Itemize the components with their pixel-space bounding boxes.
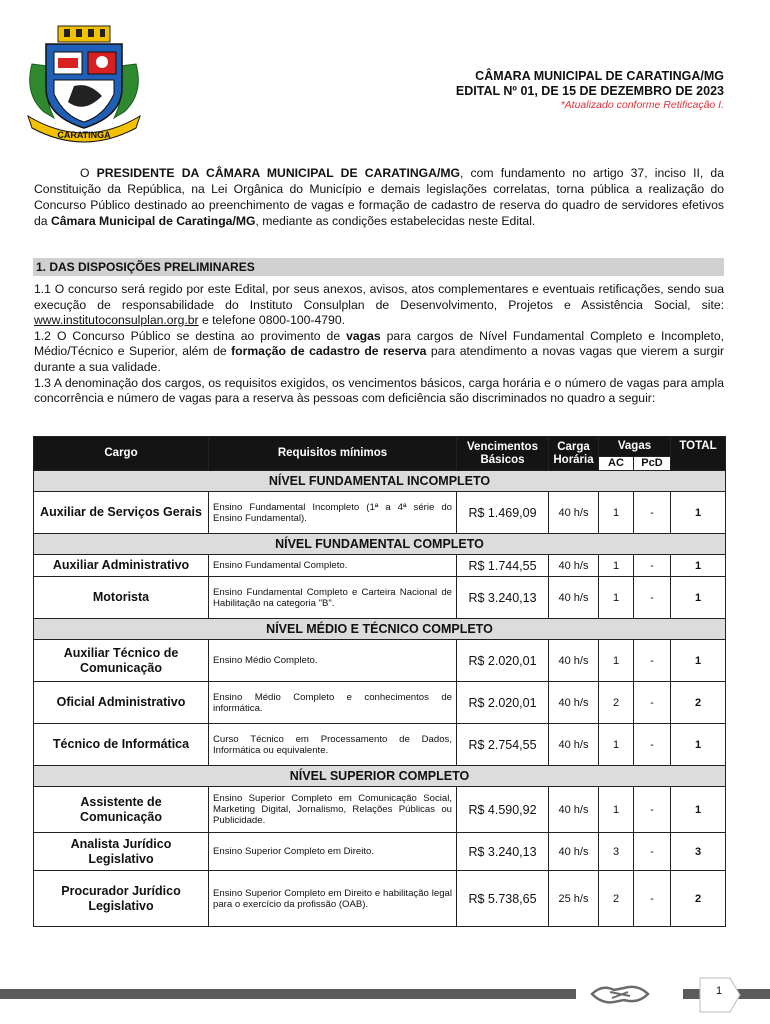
- cargo-cell: Técnico de Informática: [34, 724, 209, 766]
- level-header-row: [34, 534, 726, 555]
- clause-1-1-phone: e telefone 0800-100-4790.: [198, 313, 345, 328]
- vagas-pcd-cell: -: [634, 871, 671, 927]
- vagas-pcd-cell: -: [634, 492, 671, 534]
- col-header-cargo: Cargo: [34, 437, 209, 471]
- table-row: [34, 577, 726, 619]
- requisitos-cell: Ensino Superior Completo em Comunicação Social, Marketing Digital, Jornalismo, Relações Públicas ou Publicidade.: [209, 787, 457, 833]
- vagas-pcd-cell: -: [634, 577, 671, 619]
- intro-text-1: O: [80, 166, 97, 180]
- level-name: NÍVEL FUNDAMENTAL COMPLETO: [34, 534, 726, 555]
- total-cell: 2: [671, 682, 726, 724]
- cargo-cell: Auxiliar Técnico de Comunicação: [34, 640, 209, 682]
- carga-horaria-cell: 40 h/s: [549, 640, 599, 682]
- carga-horaria-cell: 40 h/s: [549, 555, 599, 577]
- intro-bold-2: Câmara Municipal de Caratinga/MG: [50, 214, 256, 228]
- intro-paragraph: [34, 165, 724, 229]
- col-header-carga: Carga Horária: [549, 437, 599, 471]
- requisitos-cell: Ensino Superior Completo em Direito e habilitação legal para o exercício da profissão (OAB).: [209, 871, 457, 927]
- requisitos-cell: Curso Técnico em Processamento de Dados, Informática ou equivalente.: [209, 724, 457, 766]
- table-row: [34, 787, 726, 833]
- cargo-cell: Auxiliar de Serviços Gerais: [34, 492, 209, 534]
- table-row: [34, 640, 726, 682]
- requisitos-cell: Ensino Superior Completo em Direito.: [209, 833, 457, 871]
- section-heading: 1. DAS DISPOSIÇÕES PRELIMINARES: [33, 258, 724, 276]
- col-header-requisitos: Requisitos mínimos: [209, 437, 457, 471]
- intro-text-3: , mediante as condições estabelecidas neste Edital.: [255, 214, 536, 228]
- vagas-pcd-cell: -: [634, 555, 671, 577]
- update-note: *Atualizado conforme Retificação I.: [560, 99, 724, 111]
- carga-horaria-cell: 40 h/s: [549, 492, 599, 534]
- vencimento-cell: R$ 3.240,13: [457, 833, 549, 871]
- table-row: [34, 833, 726, 871]
- table-row: [34, 682, 726, 724]
- level-header-row: [34, 619, 726, 640]
- vagas-ac-cell: 1: [599, 492, 634, 534]
- carga-horaria-cell: 40 h/s: [549, 787, 599, 833]
- footer-bar-left: [0, 989, 576, 999]
- carga-horaria-cell: 40 h/s: [549, 682, 599, 724]
- requisitos-cell: Ensino Fundamental Incompleto (1ª a 4ª série do Ensino Fundamental).: [209, 492, 457, 534]
- vencimento-cell: R$ 4.590,92: [457, 787, 549, 833]
- level-name: NÍVEL SUPERIOR COMPLETO: [34, 766, 726, 787]
- vagas-pcd-cell: -: [634, 724, 671, 766]
- cargo-cell: Analista Jurídico Legislativo: [34, 833, 209, 871]
- total-cell: 2: [671, 871, 726, 927]
- vencimento-cell: R$ 2.754,55: [457, 724, 549, 766]
- clause-1-2-text-a: 1.2 O Concurso Público se destina ao provimento de: [34, 328, 347, 343]
- clause-1-1-text: 1.1 O concurso será regido por este Edital, por seus anexos, avisos, atos complementares e eventuais retificações, sendo sua execução de responsabilidade do Instituto Consulplan de Desenvolvimento, Projetos e Assistência Social, site:: [34, 282, 724, 312]
- vencimento-cell: R$ 1.469,09: [457, 492, 549, 534]
- vagas-ac-cell: 2: [599, 682, 634, 724]
- vencimento-cell: R$ 5.738,65: [457, 871, 549, 927]
- carga-horaria-cell: 40 h/s: [549, 577, 599, 619]
- table-row: [34, 555, 726, 577]
- cargo-cell: Motorista: [34, 577, 209, 619]
- col-header-vencimentos: Vencimentos Básicos: [457, 437, 549, 471]
- vagas-ac-cell: 1: [599, 577, 634, 619]
- clause-1-2-text-c: para atendimento a novas vagas que vierem a surgir durante a sua validade.: [34, 344, 725, 374]
- vencimento-cell: R$ 1.744,55: [457, 555, 549, 577]
- carga-horaria-cell: 40 h/s: [549, 724, 599, 766]
- clause-1-2-bold-2: formação de cadastro de reserva: [231, 344, 427, 359]
- clause-1-2-bold-1: vagas: [346, 328, 381, 343]
- vagas-ac-cell: 1: [599, 640, 634, 682]
- consulplan-link[interactable]: www.institutoconsulplan.org.br: [34, 313, 199, 328]
- clause-1-3: 1.3 A denominação dos cargos, os requisitos exigidos, os vencimentos básicos, carga horária e o número de vagas para ampla concorrência e número de vagas para a reserva às pessoas com deficiência são discriminados no quadro a seguir:: [34, 375, 724, 406]
- cargo-cell: Procurador Jurídico Legislativo: [34, 871, 209, 927]
- table-row: [34, 871, 726, 927]
- vagas-ac-cell: 1: [599, 787, 634, 833]
- intro-text-2: , com fundamento no artigo 37, inciso II, da Constituição da República, na Lei Orgânica do Município e demais legislações correlatas, torna pública a realização do Concurso Público destinado ao preenchimento de vagas e formação de cadastro de reserva do quadro de servidores efetivos da: [34, 166, 724, 228]
- vagas-pcd-cell: -: [634, 787, 671, 833]
- requisitos-cell: Ensino Fundamental Completo e Carteira Nacional de Habilitação na categoria "B".: [209, 577, 457, 619]
- clause-1-1: [34, 282, 724, 329]
- col-header-vagas: Vagas: [599, 437, 671, 457]
- vagas-ac-cell: 3: [599, 833, 634, 871]
- cargos-table: [33, 436, 726, 927]
- level-name: NÍVEL MÉDIO E TÉCNICO COMPLETO: [34, 619, 726, 640]
- requisitos-cell: Ensino Médio Completo e conhecimentos de informática.: [209, 682, 457, 724]
- carga-horaria-cell: 25 h/s: [549, 871, 599, 927]
- total-cell: 1: [671, 577, 726, 619]
- page-number: 1: [715, 985, 723, 997]
- total-cell: 1: [671, 492, 726, 534]
- vencimento-cell: R$ 2.020,01: [457, 682, 549, 724]
- level-header-row: [34, 471, 726, 492]
- municipal-coat-of-arms-logo: [14, 24, 154, 144]
- vencimento-cell: R$ 2.020,01: [457, 640, 549, 682]
- handshake-icon: [588, 980, 652, 1008]
- vagas-ac-cell: 1: [599, 555, 634, 577]
- level-header-row: [34, 766, 726, 787]
- vagas-pcd-cell: -: [634, 833, 671, 871]
- edital-title: EDITAL Nº 01, DE 15 DE DEZEMBRO DE 2023: [455, 84, 724, 98]
- table-row: [34, 724, 726, 766]
- table-row: [34, 492, 726, 534]
- clause-1-2: [34, 329, 724, 376]
- requisitos-cell: Ensino Fundamental Completo.: [209, 555, 457, 577]
- carga-horaria-cell: 40 h/s: [549, 833, 599, 871]
- cargo-cell: Assistente de Comunicação: [34, 787, 209, 833]
- vencimento-cell: R$ 3.240,13: [457, 577, 549, 619]
- total-cell: 3: [671, 833, 726, 871]
- org-title: CÂMARA MUNICIPAL DE CARATINGA/MG: [475, 69, 724, 83]
- cargo-cell: Auxiliar Administrativo: [34, 555, 209, 577]
- col-header-pcd: PcD: [634, 457, 671, 471]
- vagas-pcd-cell: -: [634, 640, 671, 682]
- logo-text: CARATINGA: [57, 130, 111, 140]
- cargo-cell: Oficial Administrativo: [34, 682, 209, 724]
- col-header-ac: AC: [599, 457, 634, 471]
- clause-1-2-text-b: para cargos de Nível Fundamental Completo e Incompleto, Médio/Técnico e Superior, além de: [34, 328, 724, 359]
- vagas-pcd-cell: -: [634, 682, 671, 724]
- total-cell: 1: [671, 787, 726, 833]
- col-header-total: TOTAL: [671, 437, 726, 471]
- total-cell: 1: [671, 640, 726, 682]
- level-name: NÍVEL FUNDAMENTAL INCOMPLETO: [34, 471, 726, 492]
- vagas-ac-cell: 1: [599, 724, 634, 766]
- document-header: [304, 69, 724, 111]
- requisitos-cell: Ensino Médio Completo.: [209, 640, 457, 682]
- total-cell: 1: [671, 724, 726, 766]
- vagas-ac-cell: 2: [599, 871, 634, 927]
- total-cell: 1: [671, 555, 726, 577]
- intro-bold-1: PRESIDENTE DA CÂMARA MUNICIPAL DE CARATINGA/MG: [96, 166, 460, 180]
- section-body: [34, 282, 724, 407]
